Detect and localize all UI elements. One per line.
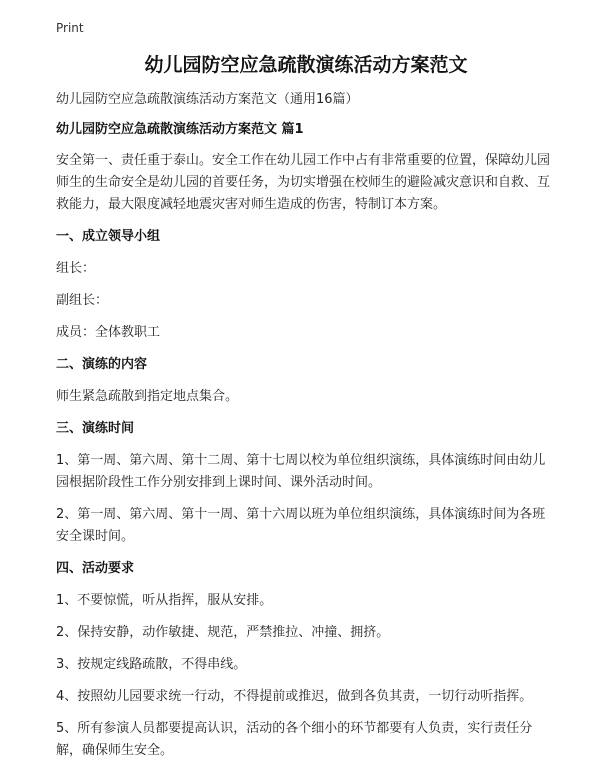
drill-content-paragraph: 师生紧急疏散到指定地点集合。 <box>56 389 239 404</box>
leader-line: 组长： <box>56 261 96 276</box>
vice-leader-line: 副组长： <box>56 293 109 308</box>
section-title: 幼儿园防空应急疏散演练活动方案范文 篇1 <box>56 122 304 137</box>
intro-paragraph: 安全第一、责任重于泰山。安全工作在幼儿园工作中占有非常重要的位置，保障幼儿园师生的生命安全是幼儿园的首要任务，为切实增强在校师生的避险减灾意识和自救、互救能力，最大限度减轻地震灾害对师生造成的伤害，特制订本方案。 <box>56 153 551 212</box>
requirement-item-1: 1、不要惊慌，听从指挥，服从安排。 <box>56 593 273 608</box>
document-title: 幼儿园防空应急疏散演练活动方案范文 <box>144 54 468 76</box>
document-subtitle: 幼儿园防空应急疏散演练活动方案范文（通用16篇） <box>56 92 359 107</box>
drill-time-item-2: 2、第一周、第六周、第十一周、第十六周以班为单位组织演练，具体演练时间为各班安全课时间。 <box>56 507 546 544</box>
requirement-item-4: 4、按照幼儿园要求统一行动，不得提前或推迟，做到各负其责，一切行动听指挥。 <box>56 689 533 704</box>
heading-drill-time: 三、演练时间 <box>56 421 135 436</box>
heading-leadership-group: 一、成立领导小组 <box>56 229 161 244</box>
requirement-item-2: 2、保持安静，动作敏捷、规范，严禁推拉、冲撞、拥挤。 <box>56 625 390 640</box>
heading-drill-content: 二、演练的内容 <box>56 357 148 372</box>
drill-time-item-1: 1、第一周、第六周、第十二周、第十七周以校为单位组织演练，具体演练时间由幼儿园根据阶段性工作分别安排到上课时间、课外活动时间。 <box>56 453 546 490</box>
requirement-item-3: 3、按规定线路疏散，不得串线。 <box>56 657 247 672</box>
requirement-item-5: 5、所有参演人员都要提高认识，活动的各个细小的环节都要有人负责，实行责任分解，确保师生安全。 <box>56 721 533 758</box>
document-page <box>56 50 556 762</box>
print-link[interactable]: Print <box>56 21 84 35</box>
heading-requirements: 四、活动要求 <box>56 561 135 576</box>
members-line: 成员：全体教职工 <box>56 325 161 340</box>
